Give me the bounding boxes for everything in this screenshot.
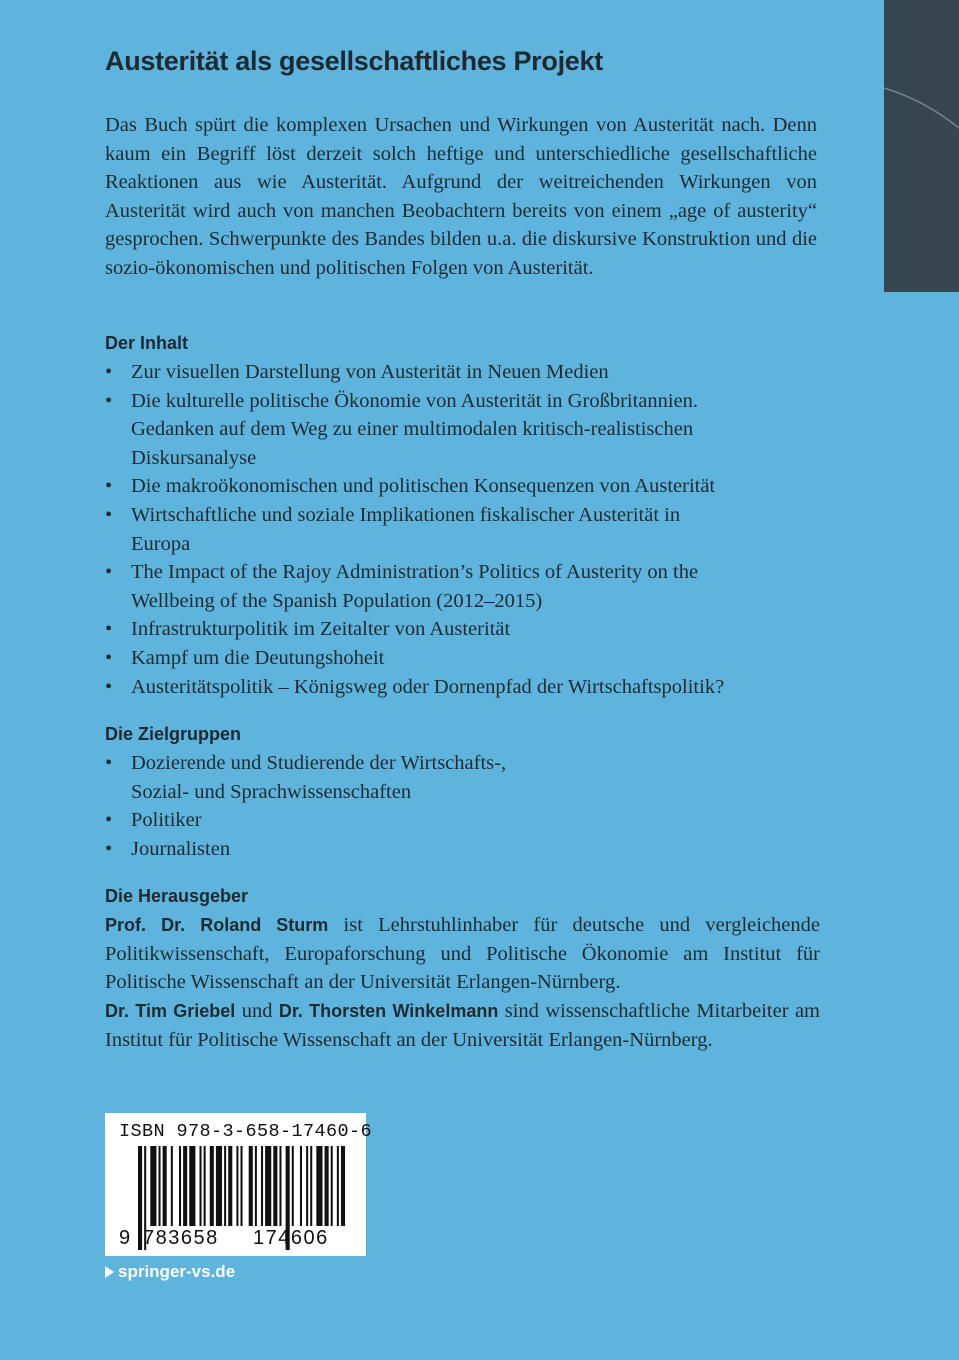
contents-item-line: Europa (131, 532, 191, 555)
target-group-item-line: • Journalisten (131, 837, 231, 860)
heading-herausgeber: Die Herausgeber (105, 886, 249, 906)
barcode-bar (249, 1146, 253, 1226)
contents-item-line: • Infrastrukturpolitik im Zeitalter von Austerität (131, 618, 511, 641)
barcode-bar (316, 1146, 322, 1226)
target-group-item (105, 749, 506, 806)
contents-item-line: • Austeritätspolitik – Königsweg oder Dornenpfad der Wirtschaftspolitik? (131, 675, 725, 698)
target-group-item-line: • Dozierende und Studierende der Wirtschafts-, (131, 752, 507, 774)
contents-item (105, 472, 724, 501)
decorative-corner-panel (884, 0, 959, 292)
book-title: Austerität als gesellschaftliches Projekt (105, 46, 603, 76)
contents-item-line: Wellbeing of the Spanish Population (2012–2015) (131, 589, 543, 612)
editor-name-griebel: Dr. Tim Griebel (105, 1001, 236, 1021)
heading-der-inhalt: Der Inhalt (105, 333, 189, 353)
barcode-bar (138, 1146, 142, 1250)
publisher-url: springer-vs.de (118, 1262, 236, 1281)
barcode-bar (163, 1146, 167, 1226)
barcode-bar (241, 1146, 243, 1226)
barcode-bar (255, 1146, 257, 1226)
target-group-item (105, 806, 506, 835)
contents-item (105, 501, 724, 558)
barcode-bar (236, 1146, 238, 1226)
barcode-bar (337, 1146, 339, 1226)
barcode-bar (265, 1146, 271, 1226)
barcode-bar (179, 1146, 181, 1226)
editor-and: und (235, 1000, 279, 1022)
contents-item-line: • Die makroökonomischen und politischen Konsequenzen von Austerität (131, 475, 716, 498)
barcode-bar (159, 1146, 161, 1226)
target-group-item-line: • Politiker (131, 809, 202, 832)
editor-paragraph-griebel-winkelmann (105, 997, 820, 1054)
barcode-bar (325, 1146, 329, 1226)
barcode-bar (228, 1146, 232, 1226)
barcode-bar (150, 1146, 156, 1226)
barcode-bar (310, 1146, 312, 1226)
barcode-bar (216, 1146, 222, 1226)
editor-text-sturm: ist Lehrstuhlinhaber für deutsche und vergleichende Politikwissenschaft, Europaforschung und Politische Ökonomie am Institut für Politische Wissenschaft an der Universität Erlangen-Nürnberg. (105, 914, 820, 994)
contents-item-line: Diskursanalyse (131, 446, 257, 469)
contents-item (105, 673, 724, 702)
editor-name-sturm: Prof. Dr. Roland Sturm (105, 915, 329, 935)
barcode-bar (189, 1146, 195, 1226)
contents-item-line: • Die kulturelle politische Ökonomie von Austerität in Großbritannien. (131, 389, 699, 412)
isbn-label: ISBN 978-3-658-17460-6 (119, 1121, 373, 1142)
barcode-bar (300, 1146, 302, 1226)
contents-item (105, 558, 724, 615)
heading-zielgruppen: Die Zielgruppen (105, 724, 242, 744)
isbn-barcode (105, 1113, 373, 1256)
contents-item-line: • The Impact of the Rajoy Administration’s Politics of Austerity on the (131, 561, 699, 584)
curve-decoration (884, 0, 959, 292)
target-group-item (105, 835, 506, 864)
barcode-digit-prefix: 9 (119, 1227, 131, 1249)
barcode-bar (171, 1146, 173, 1226)
barcode-bar (341, 1146, 345, 1226)
editor-name-winkelmann: Dr. Thorsten Winkelmann (278, 1001, 499, 1021)
barcode-bar (273, 1146, 277, 1226)
barcode-bar (331, 1146, 333, 1226)
editor-text-griebel-winkelmann: sind wissenschaftliche Mitarbeiter am Institut für Politische Wissenschaft an der Universität Erlangen-Nürnberg. (105, 1000, 820, 1051)
barcode-bar (279, 1146, 281, 1226)
contents-list (105, 358, 724, 701)
triangle-right-icon (105, 1266, 114, 1278)
contents-item (105, 644, 724, 673)
barcode-bar (292, 1146, 294, 1226)
publisher-link[interactable] (105, 1262, 235, 1282)
contents-item-line: • Kampf um die Deutungshoheit (131, 646, 385, 669)
contents-item (105, 387, 724, 473)
barcode-digits-right: 174606 (253, 1227, 329, 1249)
barcode-bar (204, 1146, 206, 1226)
contents-item (105, 358, 724, 387)
target-groups-list (105, 749, 506, 863)
contents-item-line: • Wirtschaftliche und soziale Implikationen fiskalischer Austerität in (131, 503, 681, 526)
barcode-digits-left: 783658 (143, 1227, 219, 1249)
editor-paragraph-sturm (105, 911, 820, 997)
barcode-bar (183, 1146, 187, 1226)
target-group-item-line: Sozial- und Sprachwissenschaften (131, 780, 412, 803)
intro-paragraph: Das Buch spürt die komplexen Ursachen und Wirkungen von Austerität nach. Denn kaum ein Begriff löst derzeit solch heftige und unterschiedliche gesellschaftliche Reaktionen aus wie Austerität. Aufgrund der weitreichenden Wirkungen von Austerität wird auch von manchen Beobachtern bereits von einem „age of austerity“ gesprochen. Schwerpunkte des Bandes bilden u.a. die diskursive Konstruktion und die sozio-ökonomischen und politischen Folgen von Austerität. (105, 114, 817, 279)
barcode-bar (306, 1146, 308, 1226)
contents-item-line: Gedanken auf dem Weg zu einer multimodalen kritisch-realistischen (131, 418, 694, 441)
barcode-bar (210, 1146, 214, 1226)
barcode-bar (261, 1146, 263, 1226)
contents-item (105, 615, 724, 644)
contents-item-line: • Zur visuellen Darstellung von Austerität in Neuen Medien (131, 361, 609, 383)
barcode-bar (200, 1146, 202, 1226)
barcode-bar (224, 1146, 226, 1226)
